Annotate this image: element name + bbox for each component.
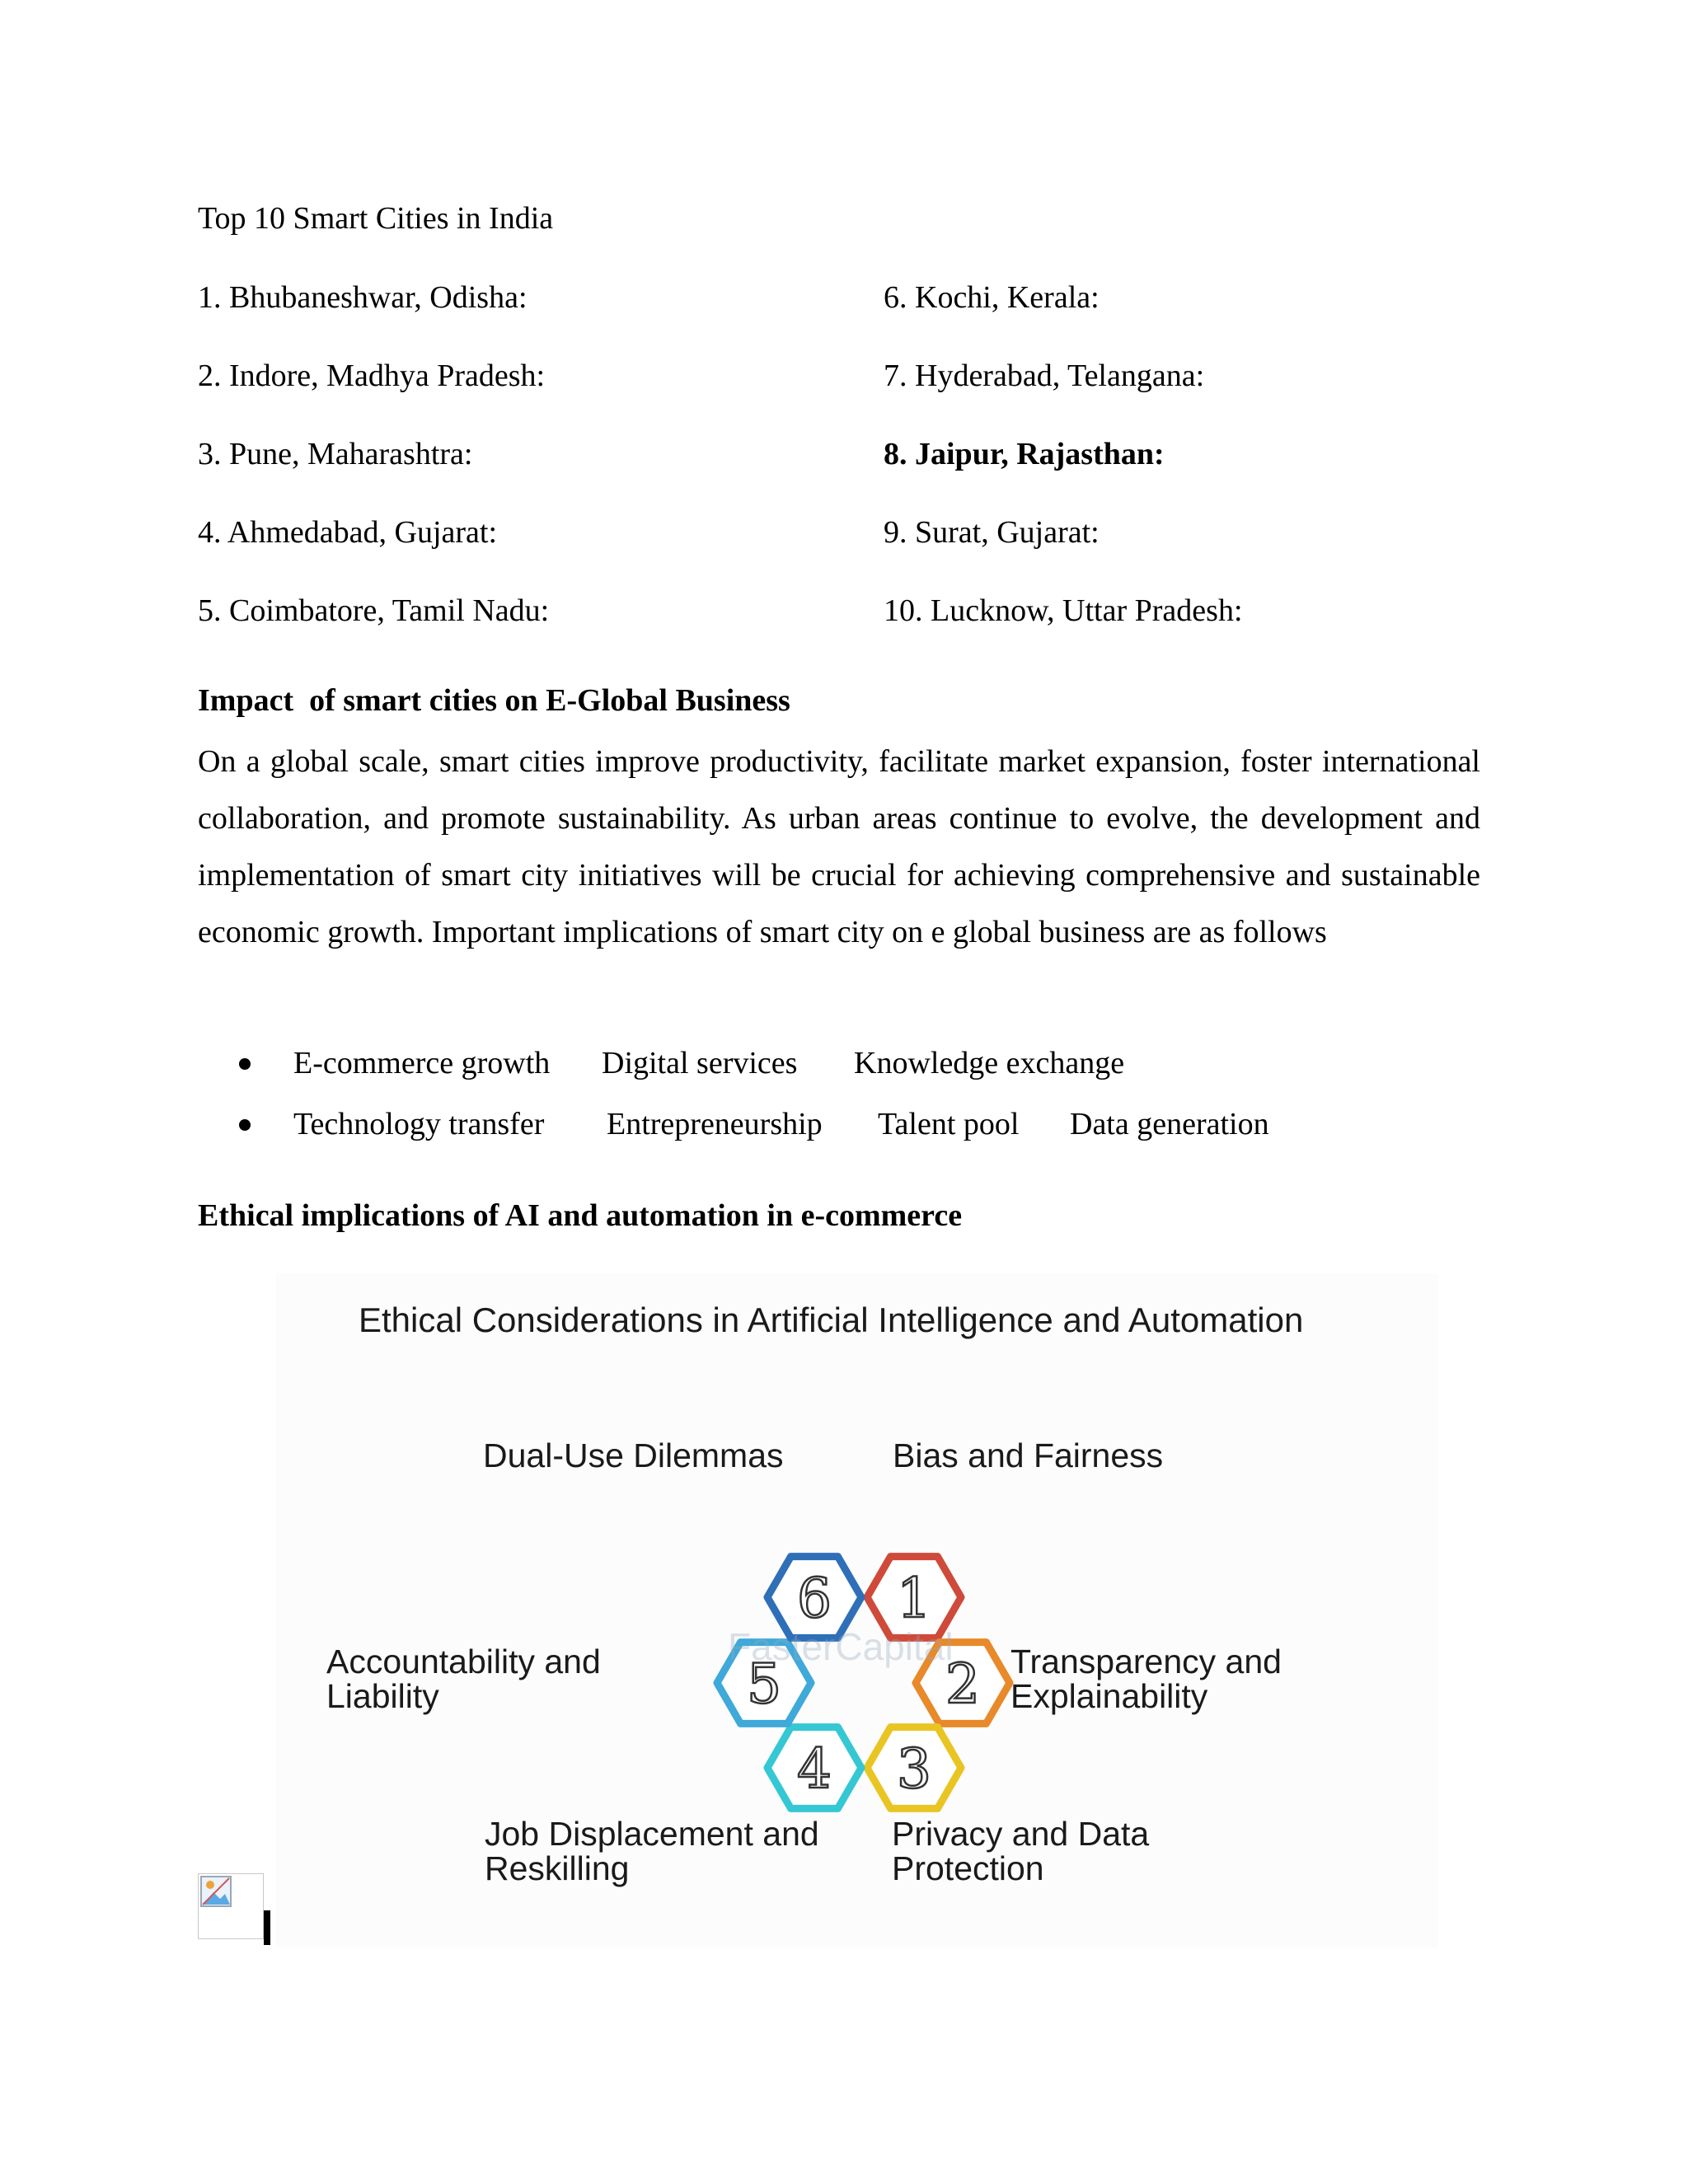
bullet-list-item — [239, 1101, 1393, 1147]
impact-paragraph: On a global scale, smart cities improve productivity, facilitate market expansion, foster international collaboration, and promote sustainability. As urban areas continue to evolve, the development and implementation of smart city initiatives will be crucial for achieving comprehensive and sustainable economic growth. Important implications of smart city on e global business are as follows — [198, 744, 1480, 949]
city-item: 4. Ahmedabad, Gujarat: — [198, 515, 498, 550]
bullet-term: Talent pool — [878, 1107, 1020, 1141]
label-job-displacement: Job Displacement and Reskilling — [485, 1815, 819, 1887]
hexagon-cluster — [276, 1273, 1438, 1947]
bullet-term: Entrepreneurship — [607, 1107, 823, 1141]
label-dual-use: Dual-Use Dilemmas — [483, 1436, 784, 1474]
broken-image-icon — [198, 1873, 264, 1939]
page-title: Top 10 Smart Cities in India — [198, 201, 554, 236]
label-transparency: Transparency and Explainability — [1010, 1643, 1282, 1715]
city-item: 9. Surat, Gujarat: — [884, 515, 1100, 550]
impact-heading: Impact of smart cities on E-Global Business — [198, 683, 790, 718]
label-accountability: Accountability and Liability — [326, 1643, 601, 1715]
hexagon-number: 2 — [945, 1652, 980, 1716]
figure-title: Ethical Considerations in Artificial Intelligence and Automation — [359, 1301, 1304, 1339]
bullet-icon — [239, 1119, 251, 1131]
city-item-highlighted: 8. Jaipur, Rajasthan: — [884, 437, 1165, 471]
label-bias: Bias and Fairness — [893, 1436, 1164, 1474]
label-privacy: Privacy and Data Protection — [892, 1815, 1150, 1887]
ethics-heading: Ethical implications of AI and automation in e-commerce — [198, 1198, 963, 1233]
bullet-list-item — [239, 1040, 1228, 1086]
hexagon-number: 3 — [897, 1737, 931, 1801]
text-cursor — [264, 1910, 270, 1945]
city-item: 6. Kochi, Kerala: — [884, 280, 1100, 315]
city-item: 5. Coimbatore, Tamil Nadu: — [198, 593, 550, 628]
bullet-term: Data generation — [1070, 1107, 1269, 1141]
city-item: 3. Pune, Maharashtra: — [198, 437, 473, 471]
hexagon-number: 1 — [897, 1567, 931, 1630]
hexagon-number: 4 — [797, 1737, 832, 1801]
city-item: 2. Indore, Madhya Pradesh: — [198, 359, 546, 393]
bullet-term: E-commerce growth — [293, 1046, 551, 1080]
bullet-icon — [239, 1058, 251, 1070]
ethics-figure — [276, 1273, 1438, 1947]
city-item: 7. Hyderabad, Telangana: — [884, 359, 1205, 393]
bullet-term: Technology transfer — [293, 1107, 545, 1141]
bullet-term: Knowledge exchange — [854, 1046, 1125, 1080]
hexagon-number: 6 — [797, 1567, 832, 1630]
bullet-term: Digital services — [602, 1046, 798, 1080]
city-item: 1. Bhubaneshwar, Odisha: — [198, 280, 528, 315]
city-item: 10. Lucknow, Uttar Pradesh: — [884, 593, 1243, 628]
watermark-text: FasterCapital — [728, 1625, 954, 1668]
hexagon-number: 5 — [747, 1652, 781, 1716]
